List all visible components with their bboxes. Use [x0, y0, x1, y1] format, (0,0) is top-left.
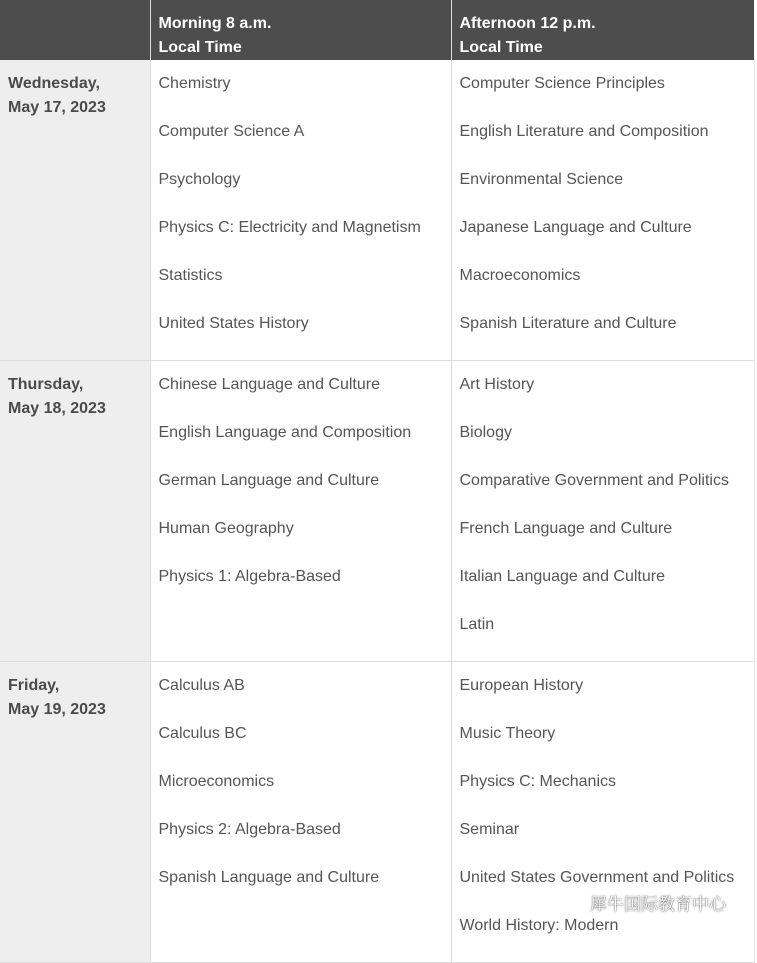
subject-item: Chemistry [158, 75, 231, 92]
subject-item: Environmental Science [459, 171, 624, 188]
day-weekday: Friday, [8, 677, 60, 694]
subject-list [151, 60, 451, 360]
morning-cell [150, 60, 451, 361]
table-header [0, 0, 754, 60]
table-row [0, 60, 754, 361]
header-morning-time: Morning 8 a.m. [158, 15, 272, 32]
subject-item: French Language and Culture [459, 520, 673, 537]
subject-item: Computer Science A [158, 123, 305, 140]
header-afternoon-cell [451, 0, 754, 60]
subject-item: Physics C: Mechanics [459, 773, 616, 790]
day-cell [0, 662, 150, 963]
morning-cell [150, 361, 451, 662]
subject-item: Chinese Language and Culture [158, 376, 380, 393]
subject-item: Psychology [158, 171, 241, 188]
afternoon-cell [451, 60, 754, 361]
subject-item: European History [459, 677, 584, 694]
subject-item: Italian Language and Culture [459, 568, 665, 585]
subject-item: Calculus AB [158, 677, 245, 694]
subject-item: Calculus BC [158, 725, 247, 742]
watermark [560, 890, 726, 915]
morning-cell [150, 662, 451, 963]
subject-item: Spanish Language and Culture [158, 869, 380, 886]
table-body [0, 60, 754, 963]
subject-item: United States Government and Politics [459, 869, 735, 886]
subject-item: German Language and Culture [158, 472, 380, 489]
subject-item: Japanese Language and Culture [459, 219, 692, 236]
subject-item: World History: Modern [459, 917, 619, 934]
day-cell [0, 60, 150, 361]
header-afternoon-zone: Local Time [459, 39, 543, 56]
header-morning-zone: Local Time [158, 39, 242, 56]
subject-item: Macroeconomics [459, 267, 581, 284]
wechat-icon [560, 893, 584, 913]
day-date: May 18, 2023 [8, 400, 106, 417]
subject-item: Physics 1: Algebra-Based [158, 568, 341, 585]
afternoon-cell [451, 361, 754, 662]
day-date: May 17, 2023 [8, 99, 106, 116]
day-cell [0, 361, 150, 662]
subject-item: Seminar [459, 821, 520, 838]
subject-item: Art History [459, 376, 535, 393]
subject-item: Human Geography [158, 520, 294, 537]
subject-item: Music Theory [459, 725, 556, 742]
day-date: May 19, 2023 [8, 701, 106, 718]
subject-item: Physics C: Electricity and Magnetism [158, 219, 421, 236]
subject-item: Physics 2: Algebra-Based [158, 821, 341, 838]
subject-list [452, 60, 754, 360]
subject-item: English Literature and Composition [459, 123, 709, 140]
subject-item: Spanish Literature and Culture [459, 315, 677, 332]
subject-list [452, 361, 754, 661]
subject-item: Comparative Government and Politics [459, 472, 729, 489]
subject-item: Biology [459, 424, 512, 441]
day-weekday: Wednesday, [8, 75, 100, 92]
table-row [0, 361, 754, 662]
subject-item: English Language and Composition [158, 424, 412, 441]
subject-item: Latin [459, 616, 495, 633]
header-day-cell [0, 0, 150, 60]
subject-item: Computer Science Principles [459, 75, 665, 92]
subject-item: Statistics [158, 267, 223, 284]
watermark-text: 犀牛国际教育中心 [590, 895, 726, 914]
subject-list [151, 662, 451, 914]
subject-list [452, 662, 754, 962]
subject-list [151, 361, 451, 613]
afternoon-cell [451, 662, 754, 963]
subject-item: United States History [158, 315, 309, 332]
header-morning-cell [150, 0, 451, 60]
header-afternoon-time: Afternoon 12 p.m. [459, 15, 596, 32]
subject-item: Microeconomics [158, 773, 275, 790]
header-row [0, 0, 754, 60]
table-row [0, 662, 754, 963]
day-weekday: Thursday, [8, 376, 84, 393]
